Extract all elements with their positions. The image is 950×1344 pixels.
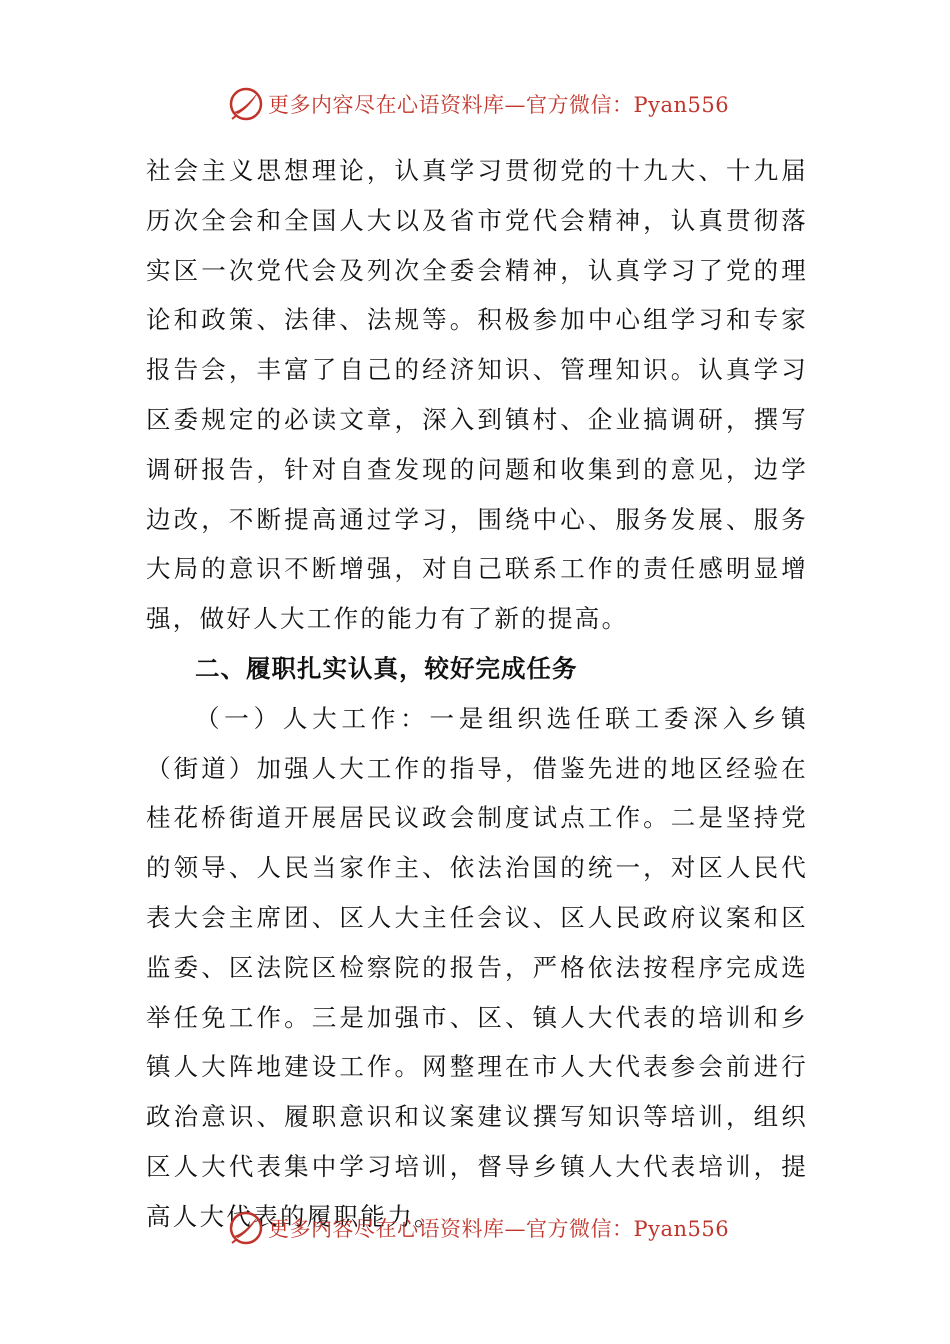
watermark-text: 更多内容尽在心语资料库—官方微信：Pyan556	[268, 1217, 730, 1241]
section-heading: 二、履职扎实认真，较好完成任务	[195, 653, 578, 683]
quill-logo-icon	[228, 86, 264, 122]
paragraph-npc-work: （一）人大工作：一是组织选任联工委深入乡镇（街道）加强人大工作的指导，借鉴先进的地区经验在桂花桥街道开展居民议政会制度试点工作。二是坚持党的领导、人民当家作主、依法治国的统一，对区人民代表大会主席团、区人大主任会议、区人民政府议案和区监委、区法院区检察院的报告，严格依法按程序完成选举任免工作。三是加强市、区、镇人大代表的培训和乡镇人大阵地建设工作。网整理在市人大代表参会前进行政治意识、履职意识和议案建议撰写知识等培训，组织区人大代表集中学习培训，督导乡镇人大代表培训，提高人大代表的履职能力。	[146, 703, 808, 1231]
watermark-header	[228, 84, 729, 124]
paragraph-study: 社会主义思想理论，认真学习贯彻党的十九大、十九届历次全会和全国人大以及省市党代会精神，认真贯彻落实区一次党代会及列次全委会精神，认真学习了党的理论和政策、法律、法规等。积极参加中心组学习和专家报告会，丰富了自己的经济知识、管理知识。认真学习区委规定的必读文章，深入到镇村、企业搞调研，撰写调研报告，针对自查发现的问题和收集到的意见，边学边改，不断提高通过学习，围绕中心、服务发展、服务大局的意识不断增强，对自己联系工作的责任感明显增强，做好人大工作的能力有了新的提高。	[146, 156, 808, 634]
quill-logo-icon	[228, 1210, 264, 1246]
watermark-footer	[228, 1208, 729, 1248]
watermark-text: 更多内容尽在心语资料库—官方微信：Pyan556	[268, 93, 730, 117]
document-body	[146, 146, 808, 1242]
